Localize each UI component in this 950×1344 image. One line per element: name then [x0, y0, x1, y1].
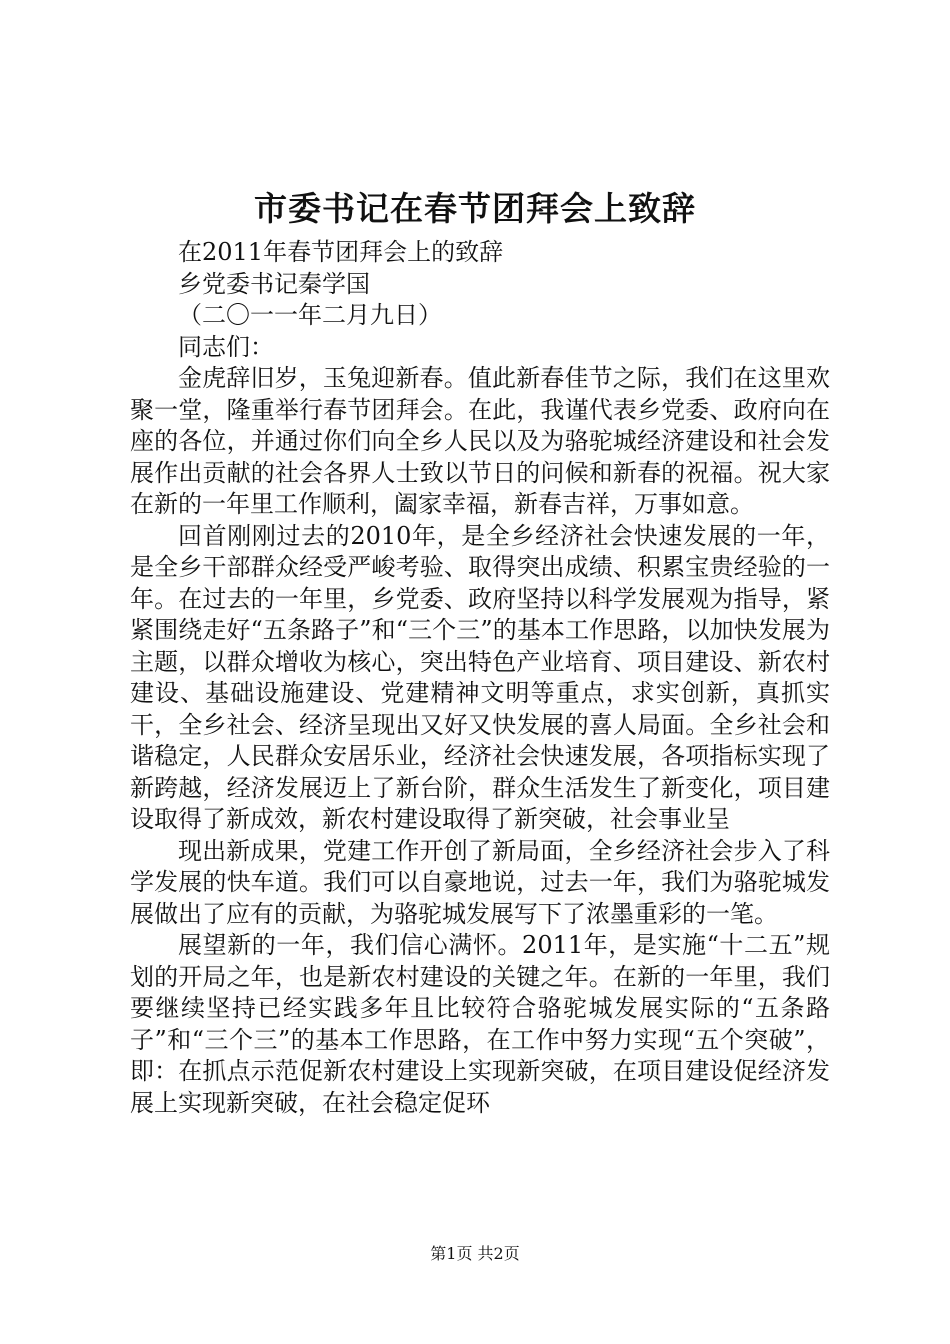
paragraph: 展望新的一年，我们信心满怀。2011年，是实施“十二五”规划的开局之年，也是新农村建设的关键之年。在新的一年里，我们要继续坚持已经实践多年且比较符合骆驼城发展实际的“五条路子”和“三个三”的基本工作思路，在工作中努力实现“五个突破”，即：在抓点示范促新农村建设上实现新突破，在项目建设促经济发展上实现新突破，在社会稳定促环 — [130, 931, 830, 1117]
paragraph: 现出新成果，党建工作开创了新局面，全乡经济社会步入了科学发展的快车道。我们可以自豪地说，过去一年，我们为骆驼城发展做出了应有的贡献，为骆驼城发展写下了浓墨重彩的一笔。 — [130, 836, 830, 928]
document-title: 市委书记在春节团拜会上致辞 — [254, 189, 696, 228]
paragraph: 回首刚刚过去的2010年，是全乡经济社会快速发展的一年，是全乡干部群众经受严峻考验、取得突出成绩、积累宝贵经验的一年。在过去的一年里，乡党委、政府坚持以科学发展观为指导，紧紧围绕走好“五条路子”和“三个三”的基本工作思路，以加快发展为主题，以群众增收为核心，突出特色产业培育、项目建设、新农村建设、基础设施建设、党建精神文明等重点，求实创新，真抓实干，全乡社会、经济呈现出又好又快发展的喜人局面。全乡社会和谐稳定，人民群众安居乐业，经济社会快速发展，各项指标实现了新跨越，经济发展迈上了新台阶，群众生活发生了新变化，项目建设取得了新成效，新农村建设取得了新突破，社会事业呈 — [130, 521, 830, 833]
speaker-line: 乡党委书记秦学国 — [178, 269, 370, 298]
document-body — [130, 237, 830, 1119]
page-number: 第1页 共2页 — [430, 1244, 520, 1263]
speech-heading: 在2011年春节团拜会上的致辞 — [178, 238, 504, 266]
date-line: （二〇一一年二月九日） — [178, 301, 442, 329]
salutation: 同志们： — [178, 332, 274, 361]
paragraph: 金虎辞旧岁，玉兔迎新春。值此新春佳节之际，我们在这里欢聚一堂，隆重举行春节团拜会。在此，我谨代表乡党委、政府向在座的各位，并通过你们向全乡人民以及为骆驼城经济建设和社会发展作出贡献的社会各界人士致以节日的问候和新春的祝福。祝大家在新的一年里工作顺利，阖家幸福，新春吉祥，万事如意。 — [130, 364, 830, 518]
